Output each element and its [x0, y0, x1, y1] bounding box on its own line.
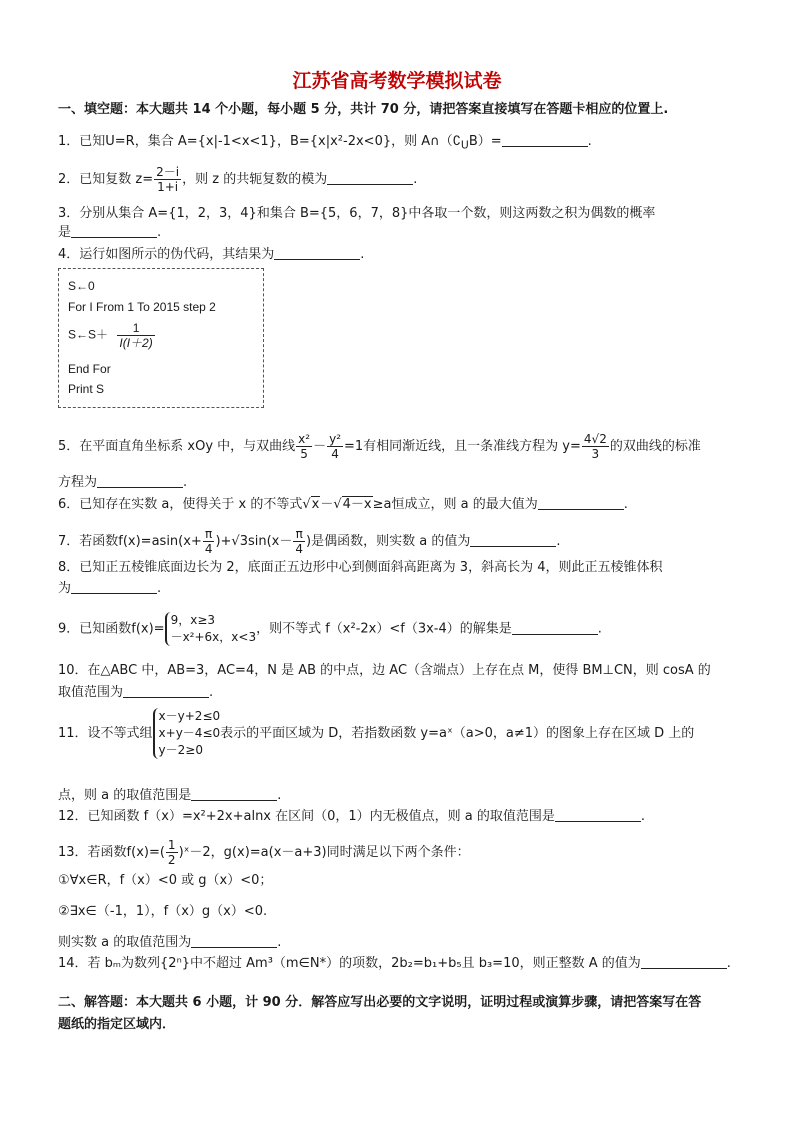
inequality-system: x－y+2≤0 x+y－4≤0 y－2≥0 — [153, 708, 221, 759]
question-13: 13．若函数f(x)=( $\frac{1}{2}$ )ˣ－2，g(x)=a(x－a+3)同时满足以下两个条件： — [58, 838, 470, 867]
section-2-header-line-1: 二、解答题：本大题共 6 小题，计 90 分．解答应写出必要的文字说明，证明过程或演算步骤，请把答案写在答 — [58, 995, 702, 1010]
question-3-line-2: 是 . — [58, 225, 162, 240]
answer-blank[interactable] — [123, 685, 209, 698]
answer-blank[interactable] — [71, 225, 157, 238]
question-13-condition-2: ②∃x∈（-1，1），f（x）g（x）<0. — [58, 904, 268, 919]
answer-blank[interactable] — [555, 809, 641, 822]
question-3-line-1: 3．分别从集合 A={1，2，3，4}和集合 B={5，6，7，8}中各取一个数，则这两数之积为偶数的概率 — [58, 206, 656, 221]
answer-blank[interactable] — [538, 497, 624, 510]
answer-blank[interactable] — [191, 935, 277, 948]
fraction: $\frac{4√2}{3}$ — [583, 432, 607, 461]
question-14: 14．若 bₘ为数列{2ⁿ}中不超过 Am³（m∈N*）的项数，2b₂=b₁+b₅且 b₃=10，则正整数 A 的值为 . — [58, 956, 731, 971]
question-10-line-1: 10．在△ABC 中，AB=3，AC=4，N 是 AB 的中点，边 AC（含端点）上存在点 M，使得 BM⊥CN，则 cosA 的 — [58, 663, 711, 678]
answer-blank[interactable] — [274, 247, 360, 260]
question-4: 4．运行如图所示的伪代码，其结果为 . — [58, 247, 365, 262]
question-13-condition-1: ①∀x∈R，f（x）<0 或 g（x）<0； — [58, 873, 273, 888]
piecewise-cases: 9，x≥3 －x²+6x，x<3 — [165, 612, 257, 646]
answer-blank[interactable] — [327, 172, 413, 185]
question-1: 1．已知U=R，集合 A={x|-1<x<1}，B={x|x²-2x<0}，则 $A\cap(∁_UB)=$ . — [58, 134, 592, 152]
question-7: 7．若函数f(x)=asin(x+ $\frac{\pi}{4}$ )+√3sin(x－ $\frac{\pi}{4}$ )是偶函数，则实数 a 的值为 . — [58, 527, 561, 556]
exam-title: 江苏省高考数学模拟试卷 — [292, 70, 502, 92]
fraction: $\frac{\text{y²}}{4}$ — [329, 432, 342, 461]
code-line-4: End For — [68, 362, 111, 376]
answer-blank[interactable] — [191, 788, 277, 801]
fraction: $\frac{1}{2}$ — [167, 838, 176, 867]
fraction: $\frac{\pi}{4}$ — [204, 527, 213, 556]
code-line-3: S←S＋ $\frac{1}{I(I+2)}$ — [68, 321, 153, 350]
answer-blank[interactable] — [641, 956, 727, 969]
pseudocode-box — [58, 268, 264, 408]
question-11-line-1: 11．设不等式组 x－y+2≤0 x+y－4≤0 y－2≥0 表示的平面区域为 D，若指数函数 y=aˣ（a>0，a≠1）的图象上存在区域 D 上的 — [58, 709, 695, 757]
section-1-header: 一、填空题：本大题共 14 个小题，每小题 5 分，共计 70 分，请把答案直接填写在答题卡相应的位置上. — [58, 102, 669, 117]
question-9: 9．已知函数f(x)= 9，x≥3 －x²+6x，x<3 ，则不等式 f（x²-2x）<f（3x-4）的解集是 . — [58, 613, 602, 644]
answer-blank[interactable] — [502, 134, 588, 147]
question-2: 2．已知复数 z= $\frac{2-i}{1+i}$ ，则 z 的共轭复数的模为 . — [58, 165, 418, 194]
fraction: $\frac{\pi}{4}$ — [295, 527, 304, 556]
code-line-2: For I From 1 To 2015 step 2 — [68, 300, 216, 314]
code-line-1: S←0 — [68, 279, 95, 293]
question-11-line-2: 点，则 a 的取值范围是 . — [58, 788, 282, 803]
question-8-line-1: 8．已知正五棱锥底面边长为 2，底面正五边形中心到侧面斜高距离为 3，斜高长为 4，则此正五棱锥体积 — [58, 560, 663, 575]
fraction: $\frac{\text{x²}}{5}$ — [298, 432, 311, 461]
question-5-line-1: 5．在平面直角坐标系 xOy 中，与双曲线 $\frac{\text{x²}}{5}$ － $\frac{\text{y²}}{4}$ =1有相同渐近线，且一条准线方程为 y= $\frac{4√2}{3}$ 的双曲线的标准 — [58, 432, 701, 461]
code-line-5: Print S — [68, 382, 105, 396]
question-8-line-2: 为 . — [58, 581, 162, 596]
question-10-line-2: 取值范围为 . — [58, 685, 214, 700]
fraction: $\frac{1}{I(I+2)}$ — [119, 321, 153, 350]
answer-blank[interactable] — [97, 475, 183, 488]
question-12: 12．已知函数 f（x）=x²+2x+alnx 在区间（0，1）内无极值点，则 a 的取值范围是 . — [58, 809, 646, 824]
section-2-header-line-2: 题纸的指定区域内． — [58, 1017, 176, 1032]
answer-blank[interactable] — [71, 581, 157, 594]
question-5-line-2: 方程为 . — [58, 475, 188, 490]
question-6: 6．已知存在实数 a，使得关于 x 的不等式√x－√4－x≥a恒成立，则 a 的最大值为 . — [58, 497, 628, 512]
question-13-line-4: 则实数 a 的取值范围为 . — [58, 935, 282, 950]
fraction: $\frac{2-i}{1+i}$ — [156, 165, 180, 194]
answer-blank[interactable] — [512, 622, 598, 635]
answer-blank[interactable] — [470, 534, 556, 547]
